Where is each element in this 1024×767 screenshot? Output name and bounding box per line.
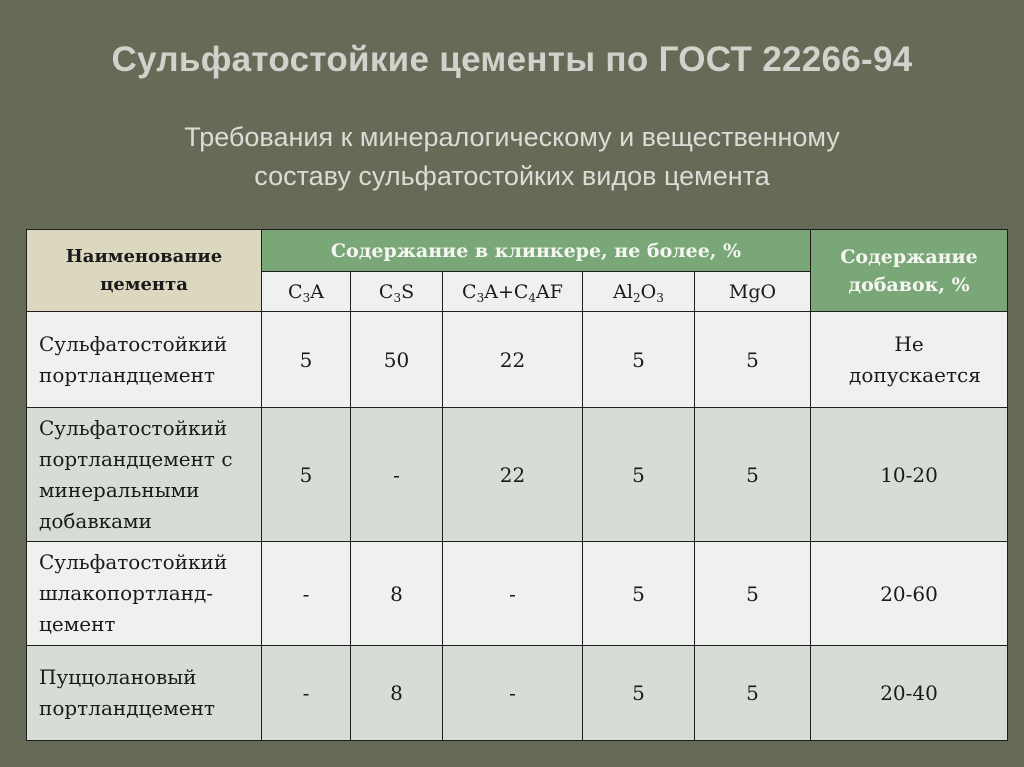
table-row (27, 542, 1008, 646)
cell-al2o3: 5 (583, 312, 695, 408)
header-c3a-c4af: $C_3A+C_4AF$ (443, 272, 583, 312)
cell-additives: 10-20 (811, 408, 1008, 542)
row-cement-name: Сульфатостойкий портландцемент с минеральными добавками (27, 408, 262, 542)
cell-c3a: 5 (262, 408, 351, 542)
header-c3s: $C_3S$ (351, 272, 443, 312)
cell-c3s: - (351, 408, 443, 542)
cell-c3a: - (262, 542, 351, 646)
cell-c3a: - (262, 646, 351, 741)
cell-mgo: 5 (695, 312, 811, 408)
cell-c3a-c4af: 22 (443, 408, 583, 542)
cement-requirements-table (26, 229, 1008, 741)
row-cement-name: Сульфатостойкий шлакопортланд-цемент (27, 542, 262, 646)
cell-mgo: 5 (695, 408, 811, 542)
cell-al2o3: 5 (583, 542, 695, 646)
header-additives-content: Содержание добавок, % (811, 230, 1008, 312)
cell-c3a-c4af: - (443, 646, 583, 741)
cell-additives: 20-60 (811, 542, 1008, 646)
cell-c3a-c4af: - (443, 542, 583, 646)
cell-c3a: 5 (262, 312, 351, 408)
cell-mgo: 5 (695, 542, 811, 646)
cell-al2o3: 5 (583, 646, 695, 741)
subtitle-line-1: Требования к минералогическому и вещественному (184, 122, 840, 152)
header-clinker-content: Содержание в клинкере, не более, % (262, 230, 811, 272)
table-row (27, 408, 1008, 542)
cell-c3s: 8 (351, 646, 443, 741)
cell-mgo: 5 (695, 646, 811, 741)
table-row (27, 312, 1008, 408)
cell-additives: 20-40 (811, 646, 1008, 741)
cell-c3a-c4af: 22 (443, 312, 583, 408)
slide-subtitle (0, 118, 1024, 196)
subtitle-line-2: составу сульфатостойких видов цемента (254, 161, 770, 191)
cell-al2o3: 5 (583, 408, 695, 542)
header-mgo: MgO (695, 272, 811, 312)
row-cement-name: Сульфатостойкий портландцемент (27, 312, 262, 408)
cell-additives: Не допускается (811, 312, 1008, 408)
slide-title: Сульфатостойкие цементы по ГОСТ 22266-94 (111, 40, 913, 79)
header-cement-name: Наименование цемента (27, 230, 262, 312)
cell-c3s: 50 (351, 312, 443, 408)
header-c3a: $C_3A$ (262, 272, 351, 312)
header-al2o3: $Al_2O_3$ (583, 272, 695, 312)
cell-c3s: 8 (351, 542, 443, 646)
row-cement-name: Пуццолановый портландцемент (27, 646, 262, 741)
table-row (27, 646, 1008, 741)
